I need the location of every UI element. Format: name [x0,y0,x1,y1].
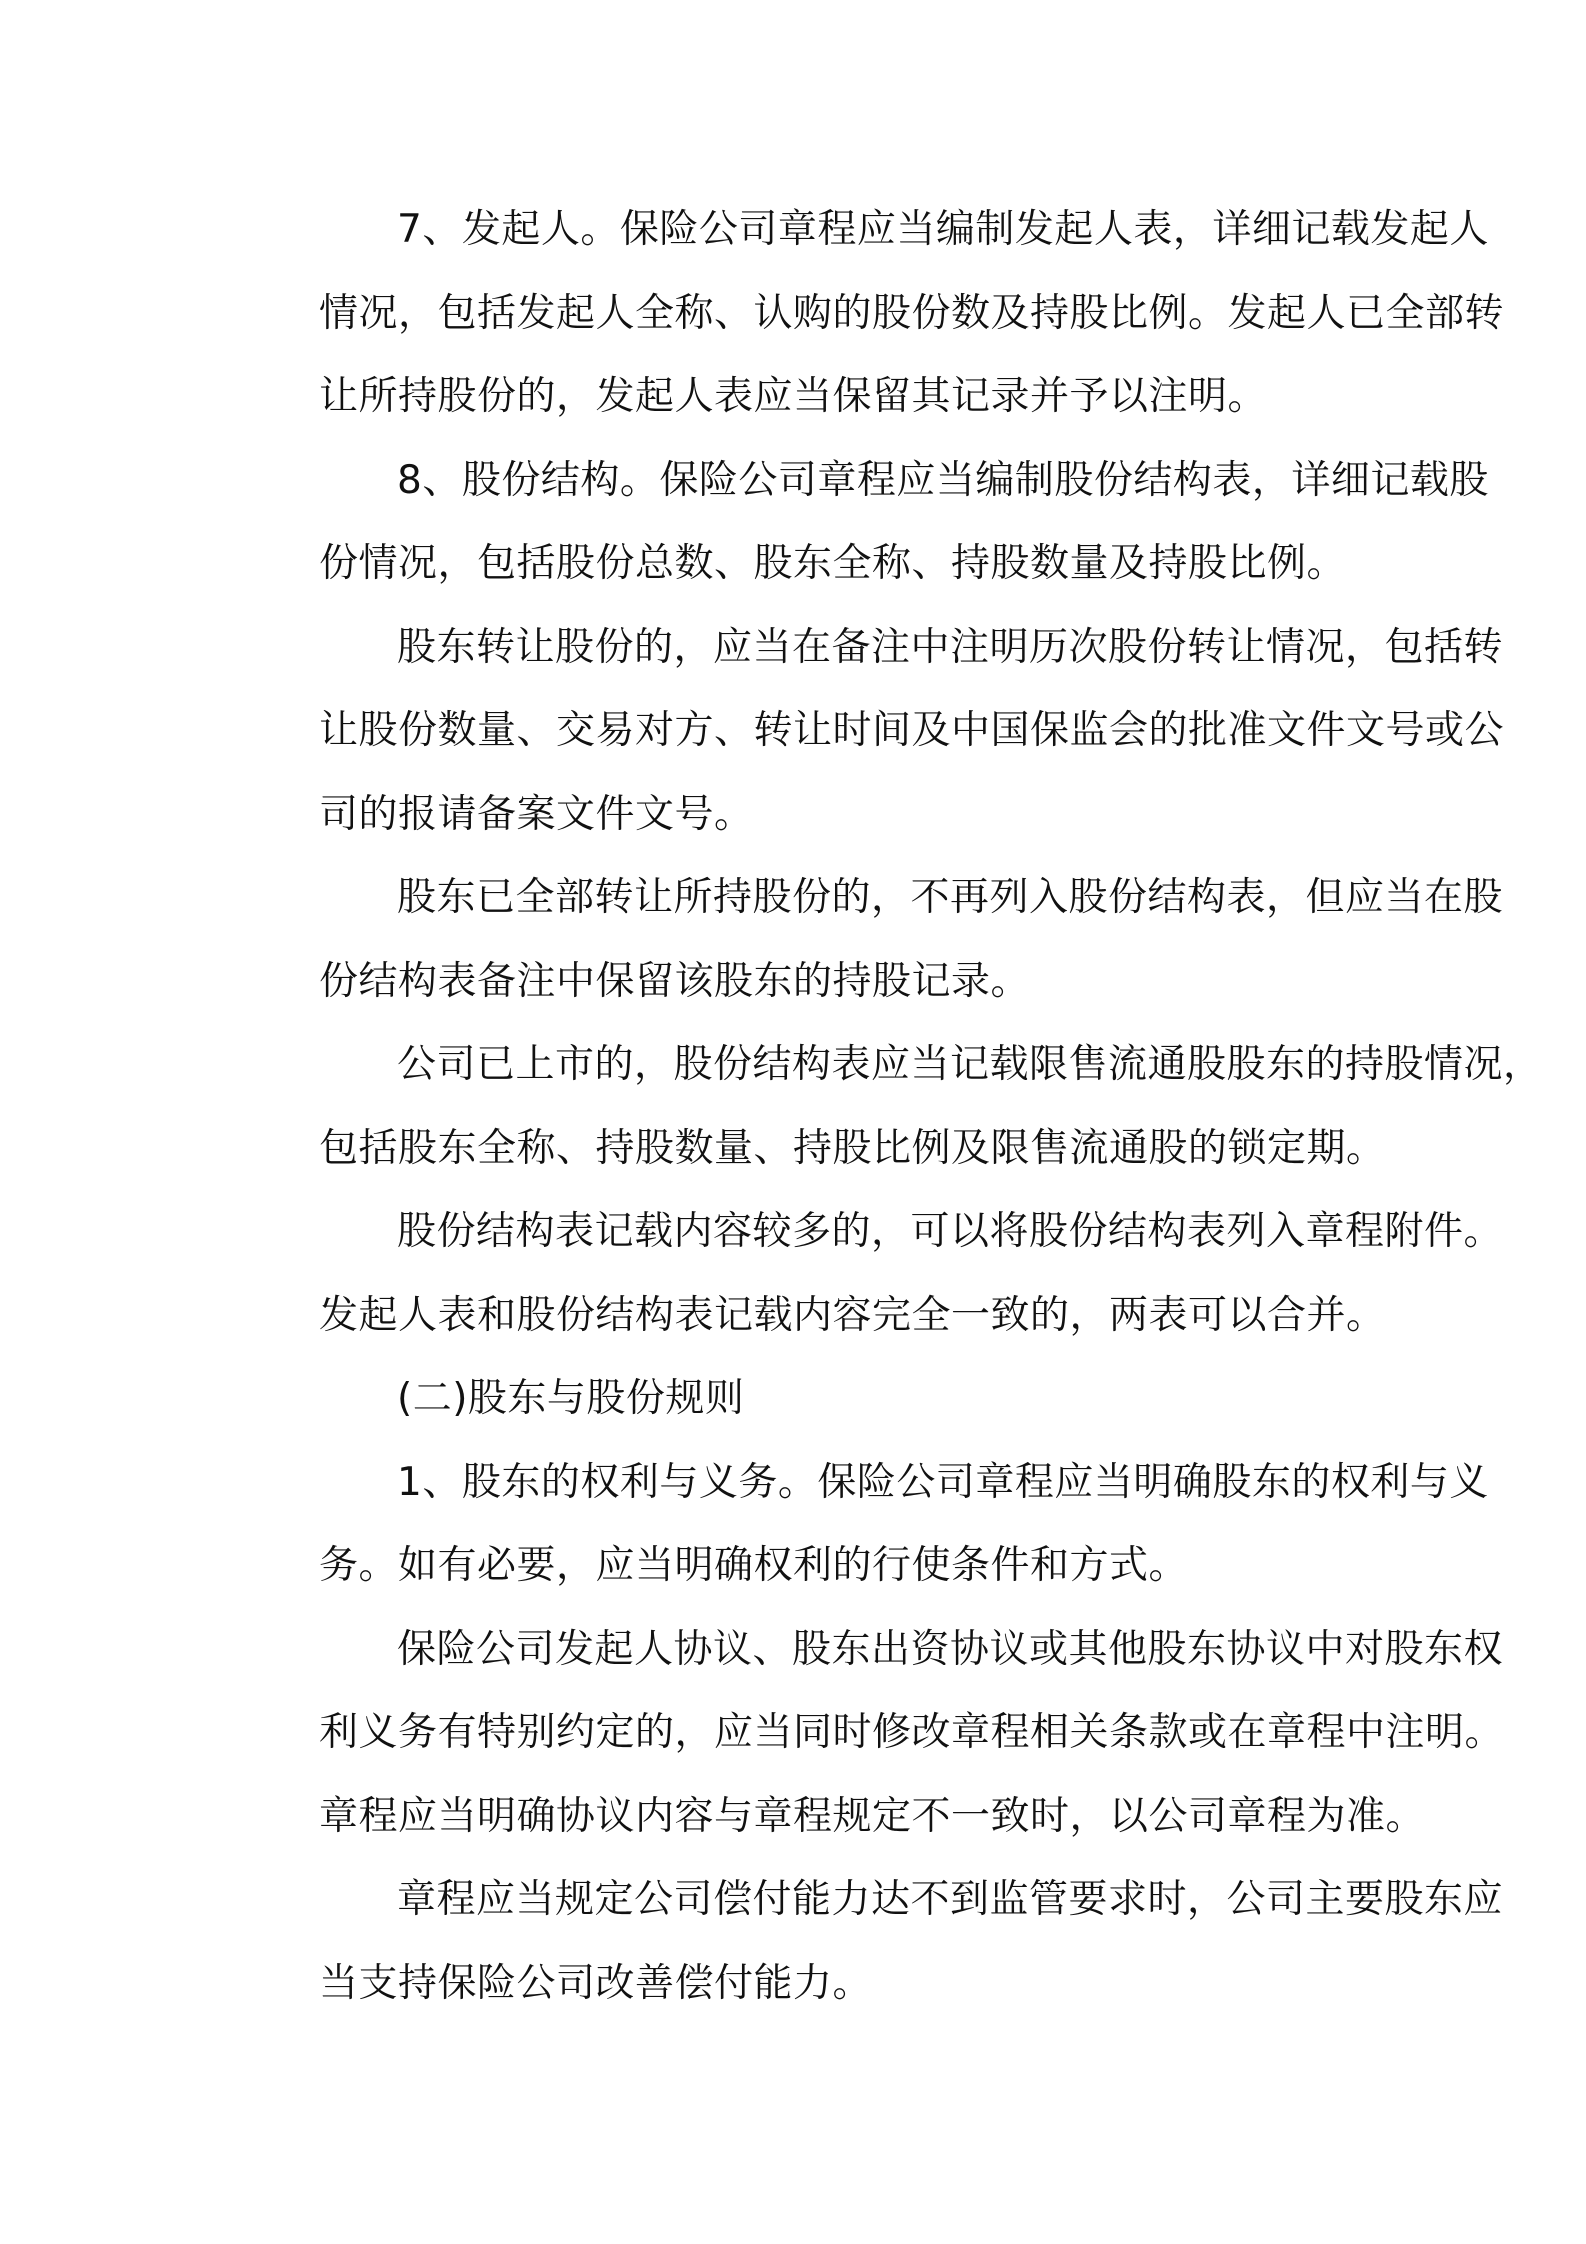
paragraph-solvency [241,1858,1504,2025]
text-line: 务。如有必要，应当明确权利的行使条件和方式。 [319,1543,1189,1588]
text-line: 让所持股份的，发起人表应当保留其记录并予以注明。 [319,374,1268,419]
text-line: 股东已全部转让所持股份的，不再列入股份结构表，但应当在股 [397,875,1504,920]
text-line: 章程应当明确协议内容与章程规定不一致时，以公司章程为准。 [319,1793,1426,1839]
paragraph-rights-obligations [241,1441,1489,1608]
paragraph-promoters [241,188,1505,439]
paragraph-share-transfer [241,606,1505,857]
text-line: 当支持保险公司改善偿付能力。 [319,1960,873,2006]
text-line: 发起人表和股份结构表记载内容完全一致的，两表可以合并。 [319,1292,1386,1338]
text-line: 包括股东全称、持股数量、持股比例及限售流通股的锁定期。 [319,1125,1386,1171]
document-body [241,188,1543,2025]
text-line: 股东转让股份的，应当在备注中注明历次股份转让情况，包括转 [397,624,1504,670]
text-line: 份情况，包括股份总数、股东全称、持股数量及持股比例。 [319,541,1347,586]
text-line: 保险公司发起人协议、股东出资协议或其他股东协议中对股东权 [397,1626,1504,1672]
text-line: 1、股东的权利与义务。保险公司章程应当明确股东的权利与义 [397,1459,1489,1505]
section-heading: (二)股东与股份规则 [397,1376,745,1421]
text-line: 8、股份结构。保险公司章程应当编制股份结构表，详细记载股 [397,457,1489,503]
text-line: 情况，包括发起人全称、认购的股份数及持股比例。发起人已全部转 [319,290,1505,336]
paragraph-listed-company [241,1023,1543,1190]
text-line: 份结构表备注中保留该股东的持股记录。 [319,958,1031,1004]
text-line: 7、发起人。保险公司章程应当编制发起人表，详细记载发起人 [397,207,1489,252]
text-line: 司的报请备案文件文号。 [319,791,754,837]
paragraph-share-structure [241,439,1489,606]
text-line: 公司已上市的，股份结构表应当记载限售流通股股东的持股情况， [397,1042,1543,1087]
text-line: 章程应当规定公司偿付能力达不到监管要求时，公司主要股东应 [397,1877,1504,1922]
paragraph-agreements [241,1608,1505,1859]
text-line: 让股份数量、交易对方、转让时间及中国保监会的批准文件文号或公 [319,708,1505,753]
paragraph-appendix [241,1190,1504,1357]
text-line: 股份结构表记载内容较多的，可以将股份结构表列入章程附件。 [397,1209,1504,1254]
paragraph-full-transfer [241,856,1504,1023]
text-line: 利义务有特别约定的，应当同时修改章程相关条款或在章程中注明。 [319,1710,1505,1755]
section-heading-shareholder-rules [241,1357,1353,1441]
